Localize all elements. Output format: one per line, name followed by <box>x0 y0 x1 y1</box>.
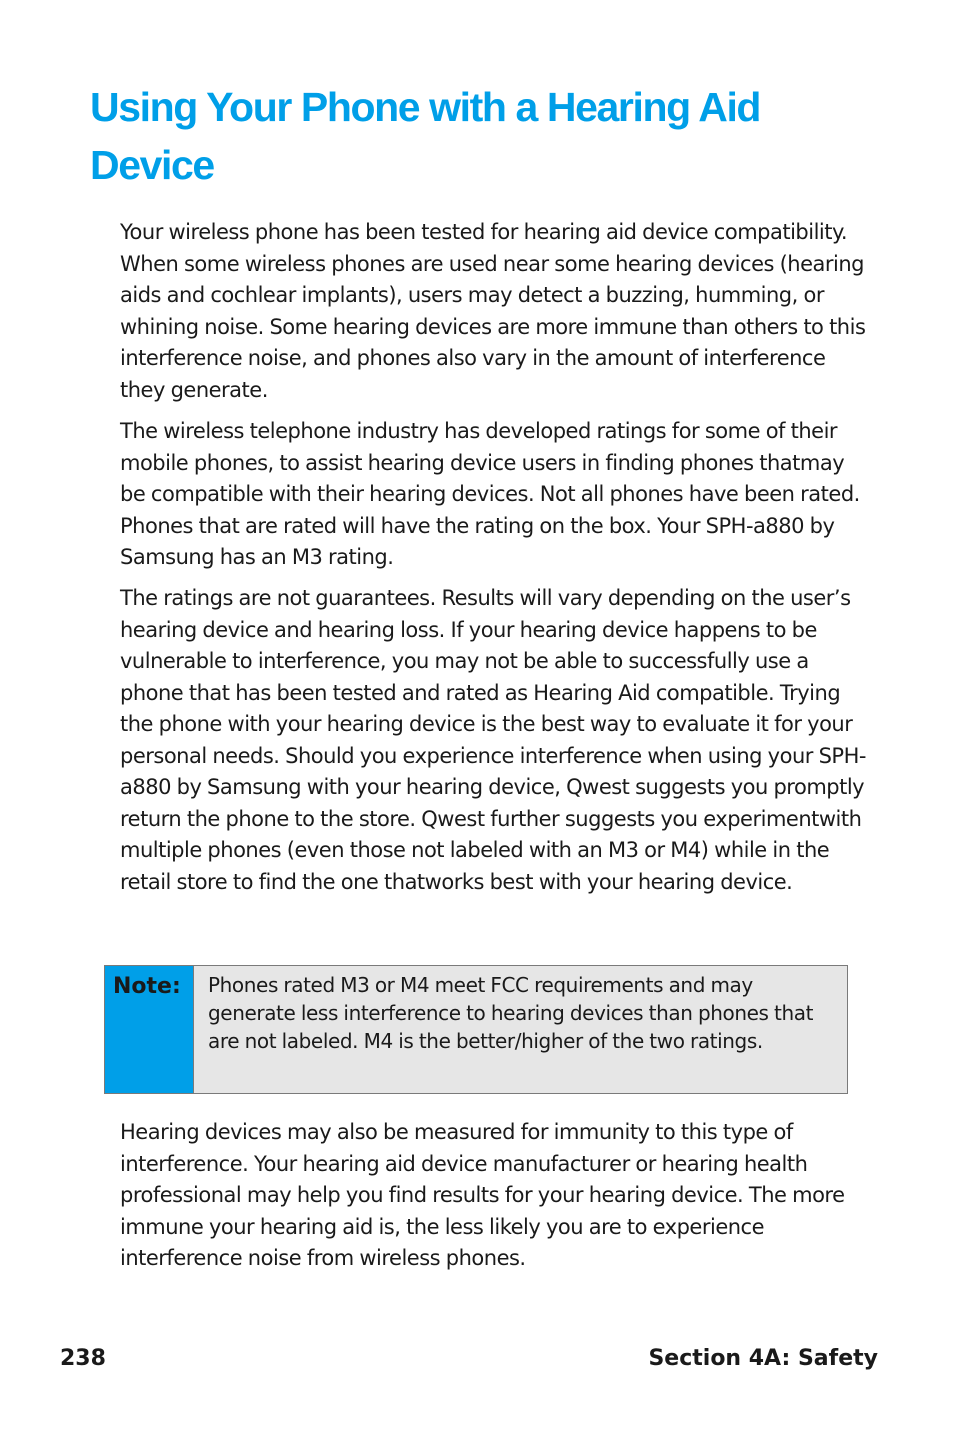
note-text: Phones rated M3 or M4 meet FCC requirements and may generate less interference to hearing devices than phones that are not labeled. M4 is the better/higher of the two ratings. <box>194 966 847 1093</box>
body-paragraph: The ratings are not guarantees. Results will vary depending on the user’s hearing device and hearing loss. If your hearing device happens to be vulnerable to interference, you may not be able to successfully use a phone that has been tested and rated as Hearing Aid compatible. Trying the phone with your hearing device is the best way to evaluate it for your personal needs. Should you experience interference when using your SPH-a880 by Samsung with your hearing device, Qwest suggests you promptly return the phone to the store. Qwest further suggests you experimentwith multiple phones (even those not labeled with an M3 or M4) while in the retail store to find the one thatworks best with your hearing device. <box>120 586 866 894</box>
note-box <box>104 965 848 1094</box>
note-label: Note: <box>105 966 194 1093</box>
section-label: Section 4A: Safety <box>648 1346 878 1371</box>
body-paragraph: The wireless telephone industry has developed ratings for some of their mobile phones, to assist hearing device users in finding phones thatmay be compatible with their hearing devices. Not all phones have been rated. Phones that are rated will have the rating on the box. Your SPH-a880 by Samsung has an M3 rating. <box>120 419 860 569</box>
body-paragraph: Hearing devices may also be measured for immunity to this type of interference. Your hearing aid device manufacturer or hearing health professional may help you find results for your hearing device. The more immune your hearing aid is, the less likely you are to experience interference noise from wireless phones. <box>120 1120 845 1270</box>
page-number: 238 <box>60 1346 106 1371</box>
body-paragraph: Your wireless phone has been tested for hearing aid device compatibility. When some wireless phones are used near some hearing devices (hearing aids and cochlear implants), users may detect a buzzing, humming, or whining noise. Some hearing devices are more immune than others to this interference noise, and phones also vary in the amount of interference they generate. <box>120 220 866 402</box>
page-title: Using Your Phone with a Hearing Aid Device <box>90 84 761 188</box>
